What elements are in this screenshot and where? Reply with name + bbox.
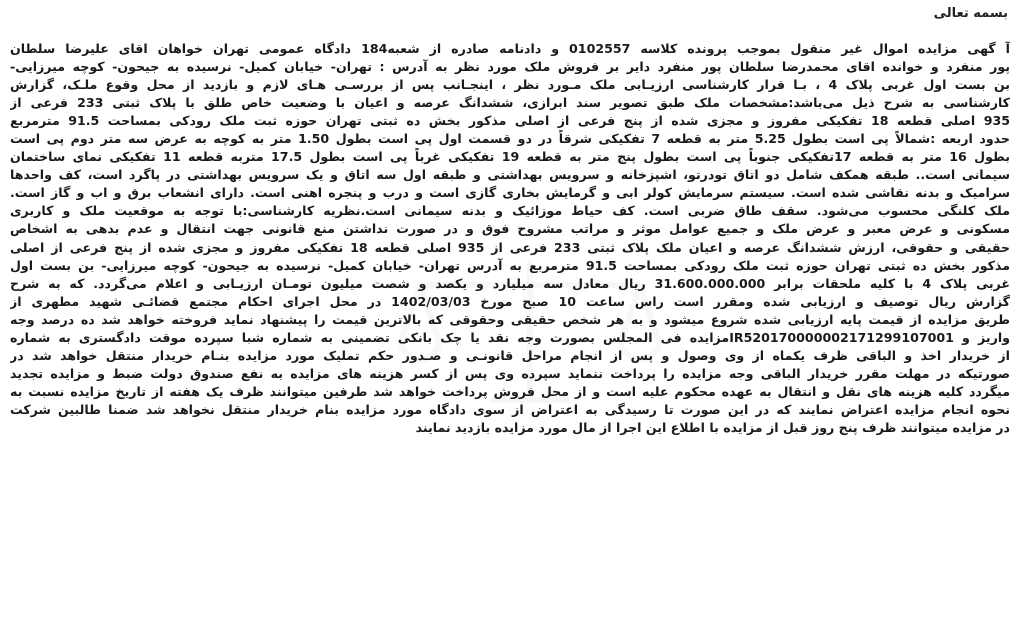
notice-line: غربی پلاک 4 با کلیه ملحقات برابر 31.600.000.000 ریال معادل سه میلیارد و یکصد و شصت میلیون تومـان ارزیـابی و اعلام می‌گردد. که به شرح (10, 275, 1010, 291)
notice-line: در مزایده میتوانند ظرف پنج روز قبل از مزایده با اطلاع این اجرا از مال مورد مزایده بازدید نمایند (415, 419, 1010, 435)
notice-line: مذکور بخش ده ثبتی تهران حوزه ثبت ملک رودکی بمساحت 91.5 مترمربع به آدرس تهران- خیابان کمیل- نرسیده به جیحون- کوچه میرزایی- بن بست اول (10, 257, 1010, 273)
notice-line: پور منفرد و خوانده اقای محمدرضا سلطان پور منفرد دایر بر فروش ملک مورد نظر به آدرس : تهران- خیابان کمیل- نرسیده به جیحون- کوچه میرزایی- (10, 59, 1010, 75)
notice-line: واریز و IR520170000002171299107001مزایده فی المجلس بصورت وجه نقد یا چک بانکی تضمینی به شماره شبا سپرده موقت دادگستری به شماره (10, 329, 1010, 345)
notice-line: مسکونی و عرض معبر و عرض ملک و جمیع عوامل موثر و مراتب مشروح فوق و در صورت نداشتن منع قانونی جهت انتقال و عدم بدهی به اشخاص (10, 221, 1010, 237)
notice-line: نحوه انجام مزایده اعتراض نمایند که در این صورت تا رسیدگی به اعتراض از سوی دادگاه مورد مزایده بنام خریدار منتقل نخواهد شد ضمنا طالبین شرکت (10, 401, 1010, 417)
notice-line: حقیقی و حقوقی، ارزش ششدانگ عرصه و اعیان ملک پلاک ثبتی 233 فرعی از 935 اصلی قطعه 18 تفکیکی مفروز و مجزی شده از پنج فرعی از اصلی (10, 239, 1010, 255)
document-heading: بسمه تعالی (933, 6, 1008, 21)
notice-line: میگردد کلیه هزینه های نقل و انتقال به عهده محکوم علیه است و از محل فروش پرداخت خواهد شد طرفین میتوانند ظرف یک هفته از تاریخ مزایده نسبت به (10, 383, 1010, 399)
notice-line: طریق مزایده از قیمت پایه ارزیابی شده شروع میشود و به هر شخص حقیقی وحقوقی که بالاترین قیمت را پیشنهاد نماید فروخته خواهد شد ده درصد وجه (10, 311, 1010, 327)
notice-line: کارشناسی به شرح ذیل می‌باشد:مشخصات ملک طبق تصویر سند ابرازی، ششدانگ عرصه و اعیان با وضعیت خاص طلق با پلاک ثبتی 233 فرعی از (10, 95, 1010, 111)
notice-line: صورتیکه در مهلت مقرر خریدار الباقی وجه مزایده را پرداخت ننماید سپرده وی پس از کسر هزینه های مزایده به نفع صندوق دولت ضبط و مزایده تجدید (10, 365, 1010, 381)
notice-line: سیمانی است.. طبقه همکف شامل دو اتاق تودرتو، اشپزخانه و سرویس بهداشتی و طبقه اول سه اتاق و یک سرویس بهداشتی در پاگرد است، کف واحدها (10, 167, 1010, 183)
notice-line: گزارش ریال توصیف و ارزیابی شده ومقرر است راس ساعت 10 صبح مورخ 1402/03/03 در محل اجرای احکام مجتمع قضائـی شهید مطهری از (10, 293, 1010, 309)
notice-line: بطول 16 متر به قطعه 17تفکیکی جنوباً پی است بطول پنج متر به قطعه 19 تفکیکی غرباً پی است بطول 17.5 متربه قطعه 11 تفکیکی نمای ساختمان (10, 149, 1010, 165)
notice-line: از خریدار اخذ و الباقی ظرف یکماه از وی وصول و پس از انجام مراحل قانونـی و صـدور حکم تملیک مورد مزایده بنـام خریدار منتقل خواهد شد در (10, 347, 1010, 363)
auction-notice-body (10, 40, 1010, 437)
notice-line: حدود اربعه :شمالاً پی است بطول 5.25 متر به قطعه 7 تفکیکی شرقاً در دو قسمت اول پی است بطول 1.50 متر به کوچه به عرض سه متر دوم پی است (10, 131, 1010, 147)
notice-line: سرامیک و بدنه نقاشی شده است. سیستم سرمایش کولر ابی و گرمایش بخاری گازی است و درب و پنجره اهنی است. دارای انشعاب برق و اب و گاز است. (10, 185, 1010, 201)
notice-line: 935 اصلی قطعه 18 تفکیکی مفروز و مجزی شده از پنج فرعی از اصلی مذکور بخش ده ثبتی تهران حوزه ثبت ملک رودکی بمساحت 91.5 مترمربع (10, 113, 1010, 129)
notice-line: بن بست اول غربی پلاک 4 ، بـا قرار کارشناسی ارزیـابی ملک مـورد نظر ، اینجـانب پس از بررسـی هـای لازم و بازدید از محل وقوع ملـک، گزارش (10, 77, 1010, 93)
notice-line: ملک کلنگی محسوب می‌شود. سقف طاق ضربی است. کف حیاط موزائیک و بدنه سیمانی است.نظریه کارشناسی:با توجه به موقعیت ملک و کاربری (10, 203, 1010, 219)
notice-line: آ گهی مزایده اموال غیر منقول بموجب پرونده کلاسه 0102557 و دادنامه صادره از شعبه184 دادگاه عمومی تهران خواهان اقای علیرضا سلطان (10, 41, 1010, 56)
